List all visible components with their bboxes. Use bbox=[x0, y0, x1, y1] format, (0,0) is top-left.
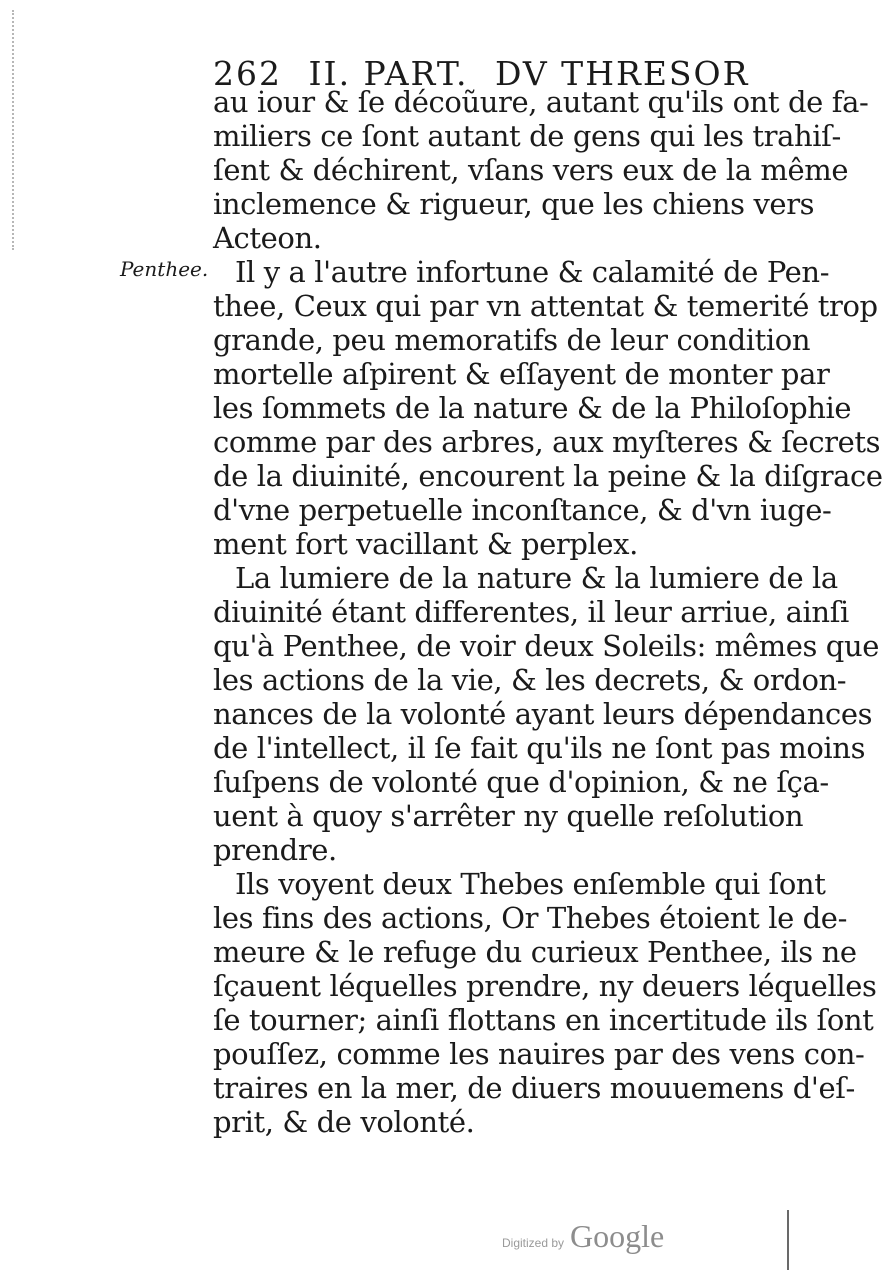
text-line: de l'intellect, il ſe fait qu'ils ne ſont pas moins bbox=[213, 731, 866, 765]
part-label: II. PART. bbox=[308, 54, 469, 93]
text-line: inclemence & rigueur, que les chiens vers bbox=[213, 187, 815, 221]
text-line: Ils voyent deux Thebes enſemble qui ſont bbox=[235, 867, 826, 901]
page-number: 262 bbox=[213, 54, 282, 93]
text-line: thee, Ceux qui par vn attentat & temerité trop bbox=[213, 289, 878, 323]
text-line: prendre. bbox=[213, 833, 337, 867]
text-line: ſe tourner; ainſi flottans en incertitude ils ſont bbox=[213, 1003, 874, 1037]
book-title: DV THRESOR bbox=[494, 54, 750, 93]
text-line: mortelle aſpirent & eſſayent de monter par bbox=[213, 357, 830, 391]
page-edge-rule bbox=[787, 1210, 789, 1270]
body-text bbox=[213, 85, 883, 1139]
text-line: traires en la mer, de diuers mouuemens d'eſ- bbox=[213, 1071, 855, 1105]
text-line: de la diuinité, encourent la peine & la diſgrace bbox=[213, 459, 883, 493]
text-line: prit, & de volonté. bbox=[213, 1105, 475, 1139]
text-line: ſçauent léquelles prendre, ny deuers léquelles bbox=[213, 969, 877, 1003]
text-line: au iour & ſe décoũure, autant qu'ils ont de fa- bbox=[213, 85, 869, 119]
text-line: ment fort vacillant & perplex. bbox=[213, 527, 638, 561]
text-line: les fins des actions, Or Thebes étoient le de- bbox=[213, 901, 847, 935]
text-line: Il y a l'autre infortune & calamité de Pen- bbox=[235, 255, 830, 289]
binding-edge-marks bbox=[12, 10, 22, 250]
text-line: ſent & déchirent, vſans vers eux de la même bbox=[213, 153, 849, 187]
text-line: La lumiere de la nature & la lumiere de la bbox=[235, 561, 838, 595]
text-line: miliers ce ſont autant de gens qui les trahiſ- bbox=[213, 119, 841, 153]
text-line: meure & le refuge du curieux Penthee, ils ne bbox=[213, 935, 857, 969]
text-line: nances de la volonté ayant leurs dépendances bbox=[213, 697, 873, 731]
text-line: qu'à Penthee, de voir deux Soleils: mêmes que bbox=[213, 629, 879, 663]
margin-note: Penthee. bbox=[120, 257, 209, 281]
watermark-prefix: Digitized by bbox=[502, 1236, 565, 1250]
google-logo: Google bbox=[570, 1218, 665, 1254]
text-line: Acteon. bbox=[213, 221, 322, 255]
text-line: pouſſez, comme les nauires par des vens con- bbox=[213, 1037, 865, 1071]
text-line: diuinité étant differentes, il leur arriue, ainſi bbox=[213, 595, 849, 629]
text-line: comme par des arbres, aux myſteres & ſecrets bbox=[213, 425, 881, 459]
text-line: les actions de la vie, & les decrets, & ordon- bbox=[213, 663, 847, 697]
digitized-watermark bbox=[502, 1218, 664, 1255]
text-line: uent à quoy s'arrêter ny quelle reſolution bbox=[213, 799, 804, 833]
text-line: d'vne perpetuelle inconſtance, & d'vn iuge- bbox=[213, 493, 832, 527]
text-line: ſuſpens de volonté que d'opinion, & ne ſça- bbox=[213, 765, 829, 799]
text-line: les ſommets de la nature & de la Philoſophie bbox=[213, 391, 852, 425]
text-line: grande, peu memoratifs de leur condition bbox=[213, 323, 811, 357]
